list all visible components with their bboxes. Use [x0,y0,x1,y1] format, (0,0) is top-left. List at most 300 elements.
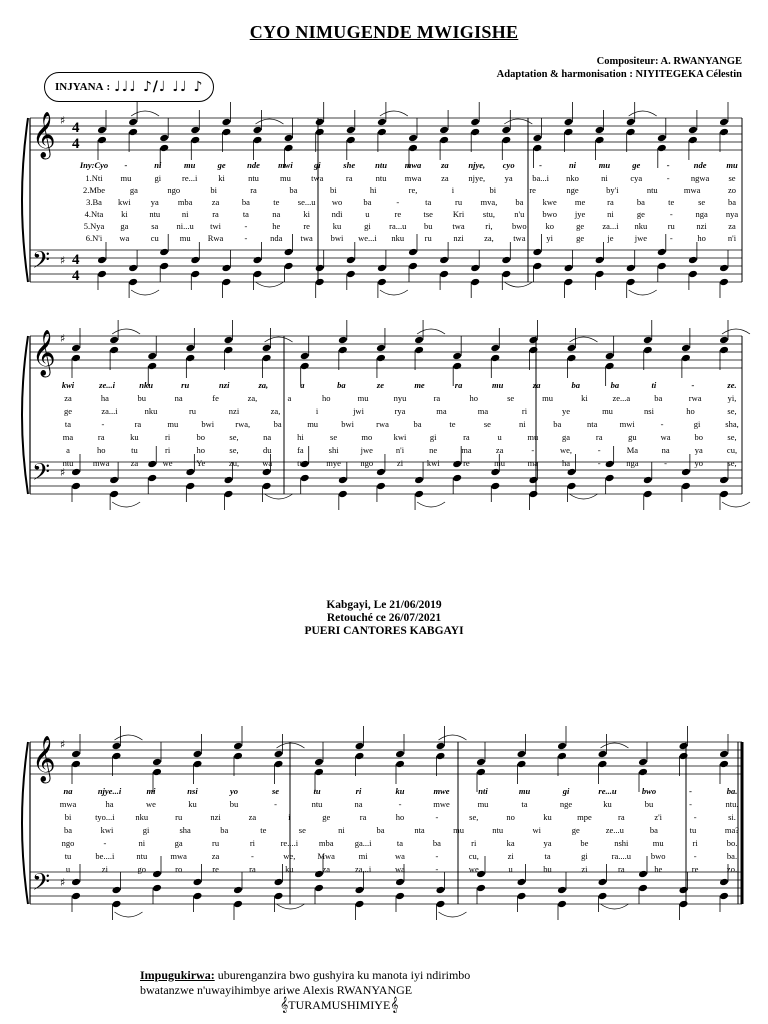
adaptation-credit: Adaptation & harmonisation : NIYITEGEKA Célestin [496,69,742,80]
note-head [338,336,348,345]
slur [131,111,159,116]
lyric-syllable: ri [355,786,362,796]
note-head [300,474,310,483]
note-head [564,128,574,137]
note-head [532,144,542,153]
note-head [517,878,527,887]
note-head [643,490,653,499]
note-head [221,118,231,127]
lyric-syllable: ka [506,838,515,848]
lyric-syllable: kwi [61,380,75,390]
time-signature: 4 [72,120,80,136]
note-head [532,134,542,143]
lyric-syllable: be....i [95,851,115,861]
note-head [355,742,365,751]
lyric-syllable: ba [273,419,282,429]
lyric-syllable: bwo [512,221,527,231]
lyric-syllable: nku [144,406,158,416]
note-head [452,474,462,483]
lyric-syllable: ma? [724,825,740,835]
lyric-syllable: n'i [395,445,405,455]
lyric-syllable: nde [247,160,260,170]
lyric-syllable: ki [581,393,588,403]
lyric-syllable: na [63,786,73,796]
time-signature: 4 [72,136,80,152]
lyric-line [0,185,768,197]
lyric-syllable: ba [413,419,422,429]
lyric-syllable: 4.Nta [84,209,104,219]
lyric-syllable: ni [607,209,614,219]
lyric-syllable: cyo [502,160,515,170]
note-head [355,752,365,761]
lyric-syllable: gi [364,221,371,231]
lyric-syllable: bwo [650,851,666,861]
note-head [657,144,667,153]
lyric-syllable: ta [64,419,72,429]
note-head [284,248,294,257]
rhythm-label: INJYANA [55,81,104,93]
lyric-syllable: shi [328,445,339,455]
lyric-syllable: - [693,851,697,861]
lyric-syllable: - [691,380,695,390]
sharp-icon: ♯ [60,466,66,479]
lyric-syllable: zi [101,864,108,874]
note-head [501,256,511,265]
lyric-syllable: ho [697,233,706,243]
lyric-syllable: fa [297,445,304,455]
note-head [233,742,243,751]
note-head [147,474,157,483]
lyric-syllable: n'i [727,233,737,243]
note-head [679,886,689,895]
lyric-syllable: ra [595,432,603,442]
lyric-syllable: tu [313,786,321,796]
slur [439,735,467,740]
note-head [557,900,567,909]
slur [115,912,143,917]
note-head [567,354,577,363]
lyric-syllable: nsi [187,786,198,796]
lyric-syllable: cu [150,233,159,243]
lyric-syllable: nta [414,825,425,835]
note-head [470,264,480,273]
lyric-syllable: Mwa [317,851,335,861]
slur [417,502,445,507]
note-head [112,742,122,751]
lyric-syllable: bu [644,799,654,809]
lyric-syllable: wa [395,864,405,874]
lyric-syllable: mva, [480,197,498,207]
note-head [528,490,538,499]
lyric-syllable: ntu. [725,799,739,809]
lyric-syllable: ntu [375,173,387,183]
note-head [159,134,169,143]
lyric-syllable: ra [454,380,463,390]
note-head [719,760,729,769]
slur [265,337,293,342]
lyric-syllable: ni...u [176,221,194,231]
lyric-syllable: se...u [297,197,316,207]
note-head [185,482,195,491]
lyric-syllable: - [244,233,248,243]
lyric-syllable: nga [626,458,639,468]
lyric-syllable: tu [297,458,304,468]
note-head [626,128,636,137]
lyric-line-lead [0,786,768,798]
note-head [346,256,356,265]
note-head [274,878,284,887]
note-head [719,892,729,901]
lyric-syllable: za [728,221,736,231]
lyric-syllable: bwi [201,419,215,429]
lyric-syllable: sa [151,221,159,231]
lyric-syllable: ba [337,380,346,390]
lyric-syllable: mwa [404,173,422,183]
lyric-syllable: gu [628,432,637,442]
time-signature: 4 [72,252,80,268]
bass-clef-icon: 𝄢 [32,868,51,901]
note-head [185,344,195,353]
footer-label: Impugukirwa: [140,968,215,982]
lyric-syllable: tse [423,209,433,219]
lyric-syllable: ba. [726,786,738,796]
lyric-syllable: ha [561,458,571,468]
lyric-syllable: nda [270,233,283,243]
note-head [532,248,542,257]
lyric-syllable: bwi [341,419,354,429]
time-signature: 4 [72,268,80,284]
lyric-syllable: zo [727,185,737,195]
lyric-syllable: ngwa [690,173,710,183]
note-head [557,886,567,895]
lyric-syllable: twa [300,233,313,243]
footer-text-2: bwatanzwe n'uwayihimbye ariwe Alexis RWANYANGE [140,983,413,997]
lyric-line [0,812,768,824]
date-block [0,599,768,638]
note-head [436,752,446,761]
lyric-syllable: hi [297,432,304,442]
note-head [338,476,348,485]
note-head [190,256,200,265]
lyric-syllable: mu [184,160,196,170]
lyric-syllable: za, [270,406,281,416]
bass-clef-icon: 𝄢 [32,246,51,279]
lyric-syllable: wa [262,458,273,468]
lyric-syllable: se, [229,445,239,455]
lyric-syllable: re [303,221,310,231]
lyric-syllable: mu [726,160,738,170]
note-head [223,476,233,485]
lyric-syllable: ta [396,838,404,848]
note-head [643,336,653,345]
lyric-syllable: mwa [170,851,187,861]
note-head [262,344,272,353]
lyric-syllable: kwi [100,825,114,835]
lyric-syllable: - [597,458,601,468]
lyric-syllable: kwe [542,197,557,207]
lyric-syllable: mwa [92,458,110,468]
lyric-syllable: kwi [118,197,131,207]
lyric-syllable: nga [695,209,708,219]
lyric-syllable: 1.Nti [85,173,103,183]
lyric-syllable: ku [543,812,552,822]
sharp-icon: ♯ [60,332,66,345]
note-head [71,878,81,887]
lyric-syllable: - [396,197,400,207]
note-head [71,892,81,901]
lyric-syllable: ba [432,838,441,848]
note-head [688,256,698,265]
note-head [377,264,387,273]
composer-credit: Compositeur: A. RWANYANGE [596,56,742,67]
lyric-syllable: ga...i [354,838,372,848]
note-head [408,262,418,271]
lyric-syllable: re....i [280,838,299,848]
lyric-syllable: gi [581,851,588,861]
lyric-syllable: gi [313,160,321,170]
lyric-syllable: ri [692,838,698,848]
note-head [71,760,81,769]
lyric-syllable: ni [338,825,345,835]
lyric-syllable: tyo...i [95,812,115,822]
lyric-syllable: Ye [196,458,206,468]
lyric-syllable: gi [142,825,150,835]
note-head [719,750,729,759]
lyric-syllable: bi [64,812,72,822]
lyric-syllable: mu [477,799,489,809]
note-head [436,742,446,751]
lyric-syllable: ra....u [611,851,632,861]
lyric-syllable: 5.Nya [83,221,105,231]
note-head [688,270,698,279]
lyric-syllable: nzi [219,380,230,390]
lyric-syllable: Ma [626,445,639,455]
note-head [97,126,107,135]
lyric-syllable: zi [396,458,404,468]
lyric-syllable: je [607,233,614,243]
lyric-syllable: ra [618,864,625,874]
lyric-line-lead [0,380,768,392]
note-head [564,278,574,287]
note-head [253,256,263,265]
lyric-syllable: twa [452,221,465,231]
lyric-syllable: yi, [727,393,737,403]
lyric-syllable: - [666,173,670,183]
lyric-syllable: ge [322,812,331,822]
lyric-syllable: za, [258,380,269,390]
lyric-syllable: za [130,458,139,468]
note-head [439,256,449,265]
lyric-syllable: za [248,812,257,822]
note-head [626,278,636,287]
lyric-syllable: za, [247,393,258,403]
lyric-syllable: mu [179,233,191,243]
lyric-syllable: te [449,419,456,429]
lyric-syllable: ni [568,160,577,170]
note-head [221,128,231,137]
lyric-syllable: hi [369,185,377,195]
note-head [719,264,729,273]
note-head [109,476,119,485]
lyric-syllable: u [508,864,513,874]
lyric-syllable: ho [96,445,106,455]
signature-text: TURAMUSHIMIYE [288,998,391,1012]
note-head [346,270,356,279]
lyric-syllable: ntu [248,173,259,183]
note-head [193,750,203,759]
lyric-syllable: ga [561,432,571,442]
lyric-line-lead [0,160,768,172]
slur [722,329,750,334]
note-head [719,346,729,355]
lyric-line [0,173,768,185]
lyric-syllable: bi [329,185,337,195]
lyric-syllable: cu, [468,851,479,861]
lyric-syllable: se [728,173,736,183]
lyric-syllable: go [137,864,147,874]
note-head [376,344,386,353]
lyric-line [0,406,768,418]
lyric-syllable: - [274,799,277,809]
note-head [159,262,169,271]
treble-clef-icon: 𝄞 [390,997,399,1013]
lyric-syllable: twa [311,173,324,183]
note-head [595,256,605,265]
lyric-syllable: na [272,209,281,219]
lyric-syllable: we [162,458,173,468]
lyric-syllable: za [441,173,449,183]
slur [265,494,293,499]
lyric-syllable: ri [249,838,256,848]
note-head [598,892,608,901]
note-head [346,136,356,145]
lyric-syllable: jwe [634,233,647,243]
lyric-syllable: by'i [606,185,619,195]
lyric-syllable: se, [469,812,479,822]
lyric-syllable: ti [651,380,657,390]
lyric-syllable: we...i [358,233,377,243]
note-head [147,362,157,371]
note-head [233,752,243,761]
lyric-line [0,838,768,850]
lyric-syllable: ho [686,406,695,416]
lyric-syllable: ku [285,864,294,874]
lyric-syllable: a [287,393,292,403]
lyric-syllable: ga [120,221,129,231]
note-head [355,886,365,895]
lyric-syllable: ni [154,160,162,170]
lyric-syllable: bu [543,864,552,874]
note-head [719,490,729,499]
note-head [193,878,203,887]
lyric-syllable: ma [461,445,472,455]
lyric-syllable: se, [727,406,737,416]
note-head [71,344,81,353]
note-head [414,336,424,345]
lyric-syllable: ku [130,432,139,442]
lyric-syllable: ta [242,209,249,219]
lyric-syllable: te [273,197,280,207]
note-head [253,270,263,279]
note-head [314,758,324,767]
lyric-line [0,419,768,431]
lyric-syllable: bi [489,185,497,195]
sharp-icon: ♯ [60,114,66,127]
lyric-line [0,825,768,837]
lyric-syllable: ze...a [612,393,631,403]
lyric-syllable: ra [134,419,142,429]
note-head [688,126,698,135]
lyric-syllable: ri [521,406,528,416]
note-head [681,344,691,353]
note-head [71,750,81,759]
lyric-syllable: ra [212,209,219,219]
lyric-syllable: ge [571,825,580,835]
lyric-syllable: te [668,197,675,207]
note-head [315,128,325,137]
sharp-icon: ♯ [60,738,66,751]
lyric-syllable: ya [543,838,552,848]
note-head [501,270,511,279]
lyric-syllable: na [661,445,670,455]
lyric-syllable: ba [289,185,298,195]
note-head [557,742,567,751]
note-head [605,474,615,483]
lyric-syllable: 6.N'i [85,233,103,243]
note-head [638,768,648,777]
note-head [221,264,231,273]
lyric-syllable: mu [279,173,291,183]
lyric-syllable: njye, [468,160,486,170]
lyric-syllable: ta [425,197,432,207]
lyric-syllable: bo. [726,838,738,848]
slur [601,743,629,748]
note-head [190,126,200,135]
note-head [338,490,348,499]
lyric-syllable: be [580,838,589,848]
note-head [564,118,574,127]
lyric-syllable: - [669,233,673,243]
lyric-syllable: ge [576,221,585,231]
lyric-syllable: nku [391,233,405,243]
lyric-syllable: i [315,406,319,416]
note-head [408,248,418,257]
lyric-syllable: mwa [59,799,77,809]
lyric-syllable: ge [217,160,226,170]
lyric-syllable: ki [218,173,225,183]
lyric-syllable: bu [137,393,147,403]
lyric-syllable: mu [602,406,613,416]
note-head [414,476,424,485]
lyric-syllable: ru [175,812,183,822]
lyric-syllable: nyu [393,393,407,403]
lyric-syllable: ba [610,380,620,390]
lyric-syllable: mwa [404,160,422,170]
note-head [190,136,200,145]
lyric-syllable: ra [433,393,441,403]
lyric-syllable: ze...i [99,380,115,390]
lyric-syllable: tu [689,825,697,835]
lyric-syllable: nya [725,209,739,219]
lyric-syllable: jwe [360,445,373,455]
note-head [395,760,405,769]
lyric-syllable: za...i [354,864,372,874]
lyric-syllable: he [654,864,663,874]
slur [256,119,284,124]
lyric-syllable: he [272,221,281,231]
lyric-syllable: se, [229,432,239,442]
lyric-syllable: mba [177,197,193,207]
